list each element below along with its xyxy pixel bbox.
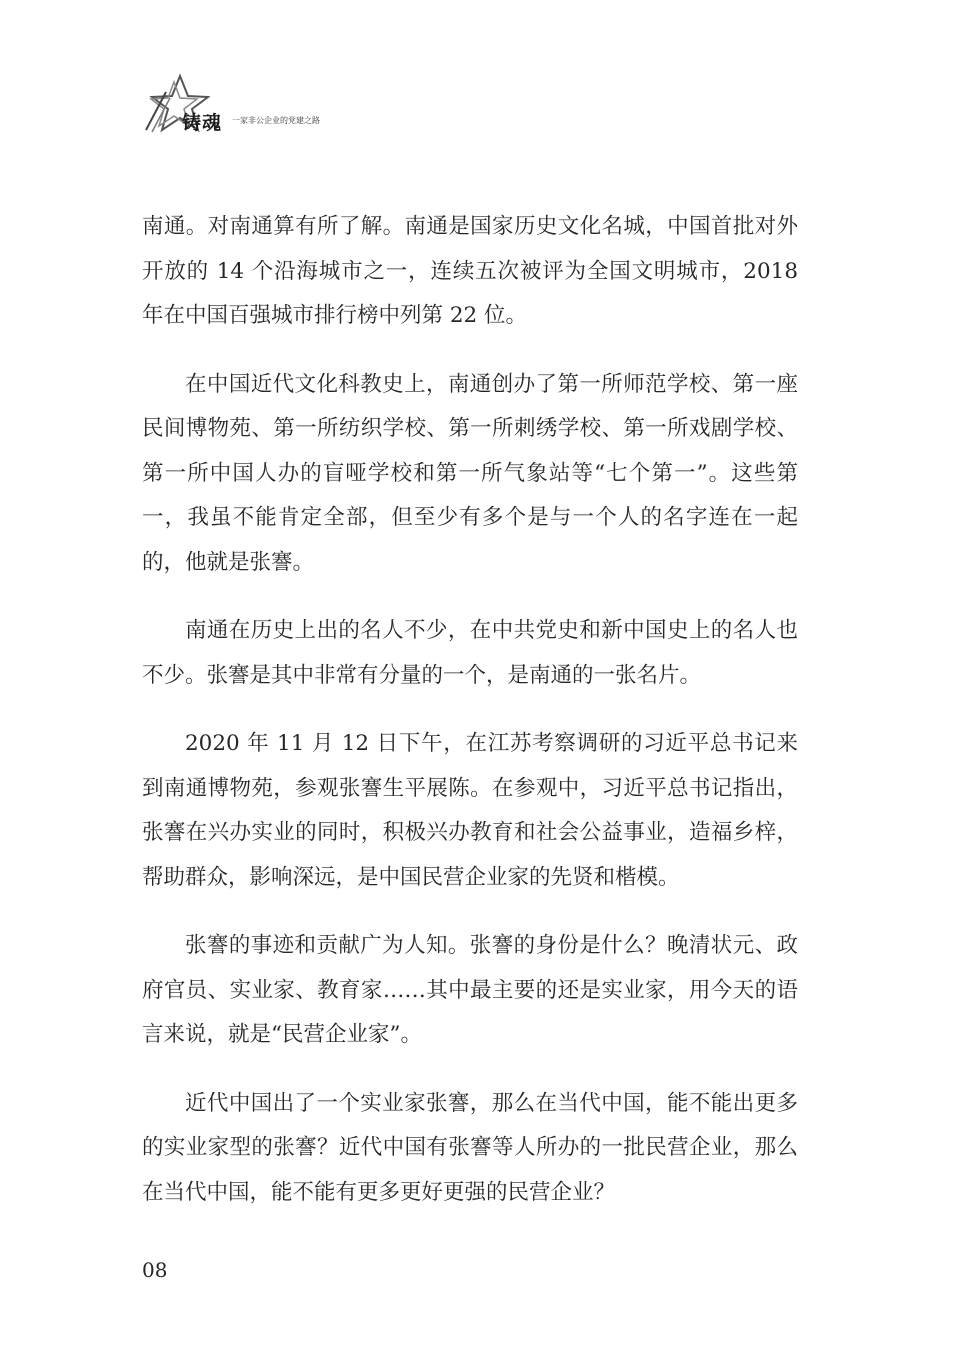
page-number: 08 bbox=[142, 1258, 168, 1282]
paragraph-3: 南通在历史上出的名人不少，在中共党史和新中国史上的名人也不少。张謇是其中非常有分量的一个，是南通的一张名片。 bbox=[142, 618, 798, 688]
paragraph-6: 近代中国出了一个实业家张謇，那么在当代中国，能不能出更多的实业家型的张謇？近代中国有张謇等人所办的一批民营企业，那么在当代中国，能不能有更多更好更强的民营企业？ bbox=[142, 1090, 798, 1205]
book-subtitle: 一家非公企业的党建之路 bbox=[232, 116, 320, 125]
book-title: 铸魂 bbox=[182, 112, 223, 134]
paragraph-2: 在中国近代文化科教史上，南通创办了第一所师范学校、第一座民间博物苑、第一所纺织学校、第一所刺绣学校、第一所戏剧学校、第一所中国人办的盲哑学校和第一所气象站等“七个第一”。这些第一，我虽不能肯定全部，但至少有多个是与一个人的名字连在一起的，他就是张謇。 bbox=[142, 371, 798, 575]
paragraph-1: 南通。对南通算有所了解。南通是国家历史文化名城，中国首批对外开放的 14 个沿海城市之一，连续五次被评为全国文明城市，2018 年在中国百强城市排行榜中列第 22 位。 bbox=[142, 214, 798, 328]
paragraph-5: 张謇的事迹和贡献广为人知。张謇的身份是什么？晚清状元、政府官员、实业家、教育家……其中最主要的还是实业家，用今天的语言来说，就是“民营企业家”。 bbox=[142, 933, 798, 1047]
running-header bbox=[140, 72, 400, 142]
body-text bbox=[142, 205, 798, 1239]
paragraph-4: 2020 年 11 月 12 日下午，在江苏考察调研的习近平总书记来到南通博物苑，参观张謇生平展陈。在参观中，习近平总书记指出，张謇在兴办实业的同时，积极兴办教育和社会公益事业，造福乡梓，帮助群众，影响深远，是中国民营企业家的先贤和楷模。 bbox=[142, 731, 798, 890]
